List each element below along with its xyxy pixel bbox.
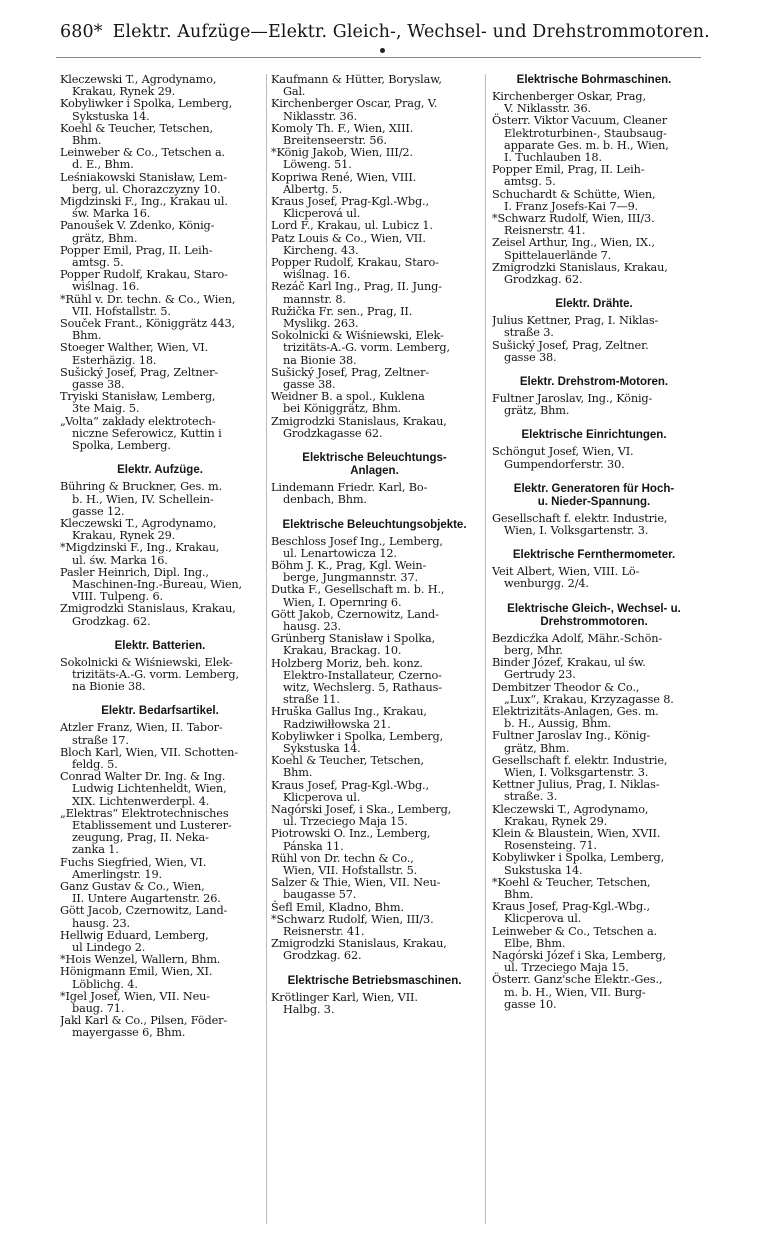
column-divider [485, 74, 486, 1224]
directory-entry: *Schwarz Rudolf, Wien, III/3. Reisnerstr. 41. [492, 212, 655, 238]
directory-entry: Gött Jakob, Czernowitz, Land- hausg. 23. [271, 607, 439, 633]
directory-entry: Komoly Th. F., Wien, XIII. Breitenseerstr. 56. [271, 121, 414, 148]
directory-entry: Schuchardt & Schütte, Wien, I. Franz Josefs-Kai 7—9. [492, 187, 656, 213]
directory-entry: Veit Albert, Wien, VIII. Lö- wenburgg. 2/4. [492, 565, 640, 591]
directory-entry: Atzler Franz, Wien, II. Tabor- straße 17. [60, 721, 223, 747]
directory-entry: Dembitzer Theodor & Co., „Lux“, Krakau, Krzyzagasse 8. [492, 680, 674, 706]
directory-entry: Popper Rudolf, Krakau, Staro- wiślnag. 16. [271, 256, 439, 282]
directory-entry: Jakl Karl & Co., Pilsen, Föder- mayergasse 6, Bhm. [60, 1014, 228, 1040]
directory-entry: Popper Emil, Prag, II. Leih- amtsg. 5. [492, 163, 645, 189]
page-title: Elektr. Aufzüge—Elektr. Gleich-, Wechsel- und Drehstrommotoren. [112, 22, 710, 42]
directory-entry: Grünberg Stanisław i Spolka, Krakau, Brackag. 10. [271, 632, 436, 658]
directory-entry: Kirchenberger Oscar, Prag, V. Niklasstr. 36. [271, 97, 438, 123]
directory-entry: *Igel Josef, Wien, VII. Neu- baug. 71. [60, 989, 210, 1016]
directory-entry: Julius Kettner, Prag, I. Niklas- straße 3. [492, 314, 659, 340]
directory-entry: Zmigrodzki Stanislaus, Krakau, Grodzkagasse 62. [271, 414, 447, 440]
directory-entry: Salzer & Thie, Wien, VII. Neu- baugasse 57. [271, 876, 441, 902]
directory-entry: Ružička Fr. sen., Prag, II. Myslikg. 263. [271, 304, 413, 331]
directory-entry: Hönigmann Emil, Wien, XI. Löblichg. 4. [60, 965, 213, 991]
directory-entry: Kraus Josef, Prag-Kgl.-Wbg., Klicperová ul. [271, 195, 429, 221]
directory-entry: Nagórski Josef, i Ska., Lemberg, ul. Trzeciego Maja 15. [271, 802, 452, 829]
directory-entry: Weidner B. a spol., Kuklena bei Königgrätz, Bhm. [271, 390, 425, 416]
directory-entry: Patz Louis & Co., Wien, VII. Kircheng. 43. [271, 231, 426, 257]
section-heading: Elektrische Beleuchtungsobjekte. [282, 518, 467, 531]
directory-entry: Stoeger Walther, Wien, VI. Esterhäzig. 18. [60, 341, 208, 367]
directory-entry: Kirchenberger Oskar, Prag, V. Niklasstr. 36. [492, 90, 646, 116]
directory-entry: *König Jakob, Wien, III/2. Löweng. 51. [271, 146, 413, 172]
directory-entry: Leśniakowski Stanisław, Lem- berg, ul. Chorazczyzny 10. [60, 170, 227, 196]
section-heading: Elektrische Fernthermometer. [512, 549, 676, 562]
directory-entry: Zmigrodzki Stanislaus, Krakau, Grodzkag. 62. [492, 260, 668, 287]
directory-entry: *Schwarz Rudolf, Wien, III/3. Reisnerstr. 41. [271, 912, 434, 938]
directory-entry: Sokolnicki & Wiśniewski, Elek- trizitäts-A.-G. vorm. Lemberg, na Bionie 38. [271, 329, 450, 367]
directory-entry: Rezáč Karl Ing., Prag, II. Jung- mannstr. 8. [271, 280, 442, 306]
directory-entry: Klein & Blaustein, Wien, XVII. Rosensteing. 71. [492, 826, 661, 853]
column-1 [60, 74, 260, 1224]
directory-entry: Kraus Josef, Prag-Kgl.-Wbg., Klicperova ul. [492, 900, 650, 926]
directory-entry: Kleczewski T., Agrodynamo, Krakau, Rynek 29. [60, 74, 217, 99]
page-header [60, 22, 710, 42]
section-heading: Elektr. Batterien. [114, 639, 206, 652]
section-heading: Elektrische Bohrmaschinen. [516, 74, 672, 86]
directory-entry: Hellwig Eduard, Lemberg, ul Lindego 2. [60, 928, 209, 954]
directory-entry: Sušický Josef, Prag, Zeltner- gasse 38. [271, 365, 430, 392]
directory-entry: Kaufmann & Hütter, Boryslaw, Gal. [271, 74, 442, 99]
directory-entry: Kobyliwker i Spolka, Lemberg, Sykstuska 14. [271, 729, 444, 755]
section-heading: Elektr. Drehstrom-Motoren. [519, 376, 669, 389]
directory-entry: Zeisel Arthur, Ing., Wien, IX., Spittelauerlände 7. [492, 236, 655, 262]
directory-entry: Kleczewski T., Agrodynamo, Krakau, Rynek 29. [492, 802, 649, 828]
directory-entry: Nagórski Józef i Ska, Lemberg, ul. Trzeciego Maja 15. [492, 948, 666, 975]
decorative-dot [380, 48, 385, 53]
section-heading: Elektr. Bedarfsartikel. [101, 705, 219, 718]
directory-entry: Leinweber & Co., Tetschen a. Elbe, Bhm. [492, 924, 657, 950]
directory-entry: Sokolnicki & Wiśniewski, Elek- trizitäts-A.-G. vorm. Lemberg, na Bionie 38. [60, 655, 239, 694]
directory-entry: Zmigrodzki Stanislaus, Krakau, Grodzkag. 62. [271, 937, 447, 963]
section-heading: Elektr. Aufzüge. [117, 464, 203, 477]
directory-entry: Dutka F., Gesellschaft m. b. H., Wien, I. Opernring 6. [271, 583, 445, 609]
directory-entry: Fultner Jaroslav Ing., König- grätz, Bhm. [492, 729, 651, 755]
directory-entry: Holzberg Moriz, beh. konz. Elektro-Installateur, Czerno- witz, Wechslerg. 5, Rathaus- straße 11. [271, 656, 442, 707]
directory-entry: Koehl & Teucher, Tetschen, Bhm. [60, 121, 213, 148]
directory-entry: Schöngut Josef, Wien, VI. Gumpendorferstr. 30. [492, 445, 634, 471]
directory-entry: Sušický Josef, Prag, Zeltner- gasse 38. [60, 365, 219, 392]
section-heading: Elektr. Generatoren für Hoch- u. Nieder-Spannung. [513, 482, 675, 508]
directory-entry: Kobyliwker i Spolka, Lemberg, Sukstuska 14. [492, 851, 665, 877]
section-heading: Elektrische Beleuchtungs- Anlagen. [302, 452, 447, 478]
column-divider [266, 74, 267, 1224]
column-3 [492, 74, 696, 1224]
directory-entry: *Migdzinski F., Ing., Krakau, ul. św. Marka 16. [60, 541, 220, 567]
directory-entry: Panoušek V. Zdenko, König- grätz, Bhm. [60, 219, 215, 245]
directory-entry: Krötlinger Karl, Wien, VII. Halbg. 3. [271, 990, 418, 1016]
directory-entry: Österr. Ganz'sche Elektr.-Ges., m. b. H., Wien, VII. Burg- gasse 10. [492, 973, 663, 1011]
directory-entry: *Hois Wenzel, Wallern, Bhm. [60, 953, 221, 967]
directory-entry: Zmigrodzki Stanislaus, Krakau, Grodzkag. 62. [60, 602, 236, 628]
directory-entry: Beschloss Josef Ing., Lemberg, ul. Lenartowicza 12. [271, 534, 443, 560]
directory-entry: Böhm J. K., Prag, Kgl. Wein- berge, Jungmannstr. 37. [271, 558, 427, 585]
directory-entry: Hruška Gallus Ing., Krakau, Radziwiłłowska 21. [271, 705, 427, 731]
directory-entry: Popper Emil, Prag, II. Leih- amtsg. 5. [60, 243, 213, 270]
section-heading: Elektrische Betriebsmaschinen. [287, 974, 462, 987]
directory-entry: Kopriwa René, Wien, VIII. Albertg. 5. [271, 170, 417, 196]
directory-entry: Piotrowski O. Inz., Lemberg, Pánska 11. [271, 827, 431, 853]
header-rule [56, 57, 701, 58]
directory-entry: Migdzinski F., Ing., Krakau ul. św. Marka 16. [60, 195, 228, 221]
directory-entry: *Rühl v. Dr. techn. & Co., Wien, VII. Hofstallstr. 5. [60, 292, 236, 318]
directory-entry: „Volta“ zakłady elektrotech- niczne Seferowicz, Kuttin i Spolka, Lemberg. [60, 414, 222, 453]
section-heading: Elektrische Einrichtungen. [521, 429, 667, 442]
directory-entry: Lindemann Friedr. Karl, Bo- denbach, Bhm. [271, 481, 428, 507]
directory-entry: Kraus Josef, Prag-Kgl.-Wbg., Klicperova ul. [271, 778, 429, 804]
directory-entry: Fuchs Siegfried, Wien, VI. Amerlingstr. 19. [60, 855, 207, 881]
directory-entry: Lord F., Krakau, ul. Lubicz 1. [271, 219, 433, 233]
directory-entry: Conrad Walter Dr. Ing. & Ing. Ludwig Lichtenheldt, Wien, XIX. Lichtenwerderpl. 4. [60, 770, 227, 808]
directory-entry: *Koehl & Teucher, Tetschen, Bhm. [492, 875, 651, 901]
directory-entry: Fultner Jaroslav, Ing., König- grätz, Bhm. [492, 392, 653, 418]
directory-entry: Sušický Josef, Prag, Zeltner. gasse 38. [492, 338, 649, 364]
section-heading: Elektrische Gleich-, Wechsel- u. Drehstrommotoren. [507, 602, 681, 628]
directory-entry: Bloch Karl, Wien, VII. Schotten- feldg. 5. [60, 745, 238, 771]
directory-entry: „Elektras“ Elektrotechnisches Etablissement und Lusterer- zeugung, Prag, II. Neka- zanka 1. [60, 806, 232, 857]
directory-entry: Kobyliwker i Spolka, Lemberg, Sykstuska 14. [60, 97, 233, 123]
directory-entry: Binder Józef, Krakau, ul św. Gertrudy 23. [492, 656, 646, 682]
directory-entry: Rühl von Dr. techn & Co., Wien, VII. Hofstallstr. 5. [271, 851, 418, 877]
directory-entry: Pasler Heinrich, Dipl. Ing., Maschinen-Ing.-Bureau, Wien, VIII. Tulpeng. 6. [60, 565, 242, 604]
directory-entry: Gesellschaft f. elektr. Industrie, Wien, I. Volksgartenstr. 3. [492, 511, 668, 538]
directory-entry: Koehl & Teucher, Tetschen, Bhm. [271, 754, 424, 780]
page-number: 680* [60, 22, 103, 42]
directory-entry: Kettner Julius, Prag, I. Niklas- straße. 3. [492, 778, 660, 804]
directory-entry: Bezdicźka Adolf, Mähr.-Schön- berg, Mhr. [492, 631, 663, 657]
column-2 [271, 74, 478, 1224]
directory-entry: Gött Jacob, Czernowitz, Land- hausg. 23. [60, 904, 228, 930]
directory-entry: Ganz Gustav & Co., Wien, II. Untere Augartenstr. 26. [60, 879, 221, 906]
directory-entry: Šefl Emil, Kladno, Bhm. [271, 900, 404, 914]
directory-entry: Tryiski Stanisław, Lemberg, 3te Maig. 5. [60, 390, 216, 416]
directory-entry: Österr. Viktor Vacuum, Cleaner Elektroturbinen-, Staubsaug- apparate Ges. m. b. H., Wien, I. Tuchlauben 18. [492, 114, 669, 165]
directory-entry: Kleczewski T., Agrodynamo, Krakau, Rynek 29. [60, 516, 217, 543]
section-heading: Elektr. Drähte. [555, 298, 633, 311]
directory-entry: Leinweber & Co., Tetschen a. d. E., Bhm. [60, 146, 225, 172]
directory-entry: Bühring & Bruckner, Ges. m. b. H., Wien, IV. Schellein- gasse 12. [60, 480, 223, 518]
directory-entry: Souček Frant., Königgrätz 443, Bhm. [60, 317, 235, 343]
directory-entry: Gesellschaft f. elektr. Industrie, Wien, I. Volksgartenstr. 3. [492, 753, 668, 779]
directory-entry: Popper Rudolf, Krakau, Staro- wiślnag. 16. [60, 268, 228, 294]
directory-entry: Elektrizitäts-Anlagen, Ges. m. b. H., Aussig, Bhm. [492, 704, 659, 731]
